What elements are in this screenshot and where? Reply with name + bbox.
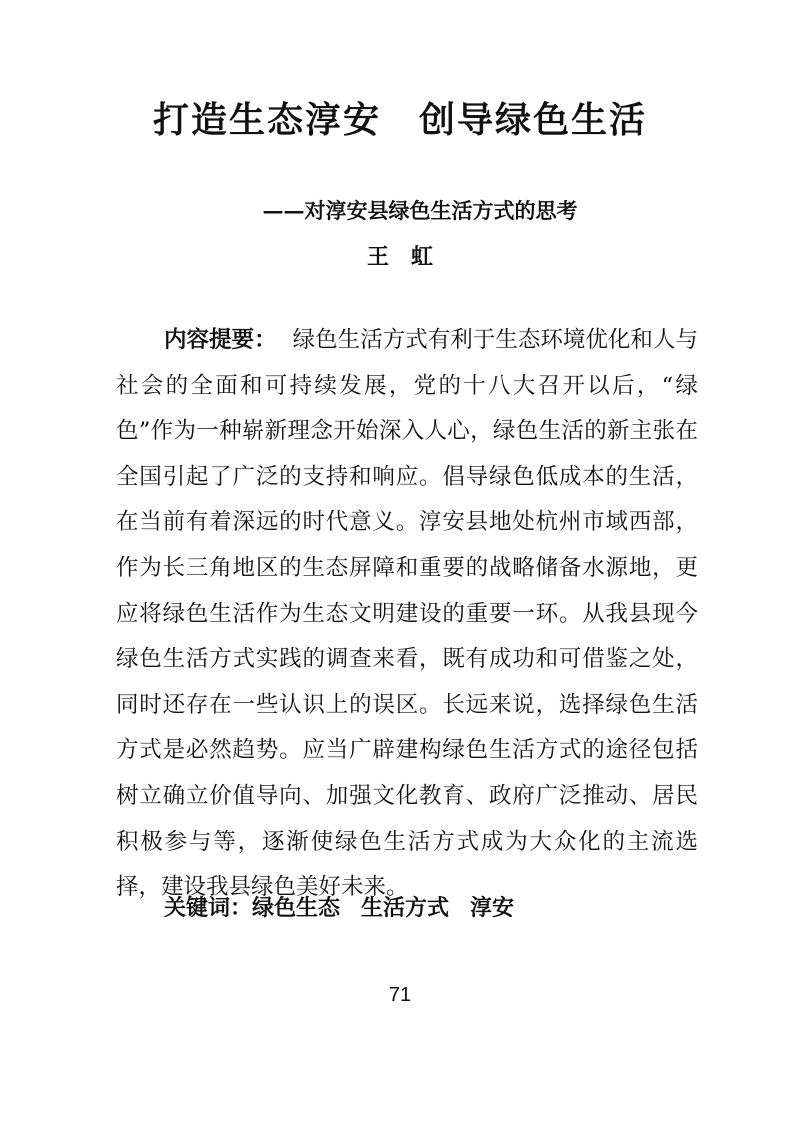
keyword-item: 淳安 — [470, 895, 515, 921]
abstract-paragraph — [116, 318, 698, 911]
abstract-text: 绿色生活方式有利于生态环境优化和人与社会的全面和可持续发展，党的十八大召开以后，“绿色”作为一种崭新理念开始深入人心，绿色生活的新主张在全国引起了广泛的支持和响应。倡导绿色低成本的生活，在当前有着深远的时代意义。淳安县地处杭州市域西部，作为长三角地区的生态屏障和重要的战略储备水源地，更应将绿色生活作为生态文明建设的重要一环。从我县现今绿色生活方式实践的调查来看，既有成功和可借鉴之处，同时还存在一些认识上的误区。长远来说，选择绿色生活方式是必然趋势。应当广辟建构绿色生活方式的途径包括树立确立价值导向、加强文化教育、政府广泛推动、居民积极参与等，逐渐使绿色生活方式成为大众化的主流选择，建设我县绿色美好未来。 — [116, 327, 698, 901]
abstract-label: 内容提要： — [164, 327, 277, 353]
author-name: 王 虹 — [366, 244, 433, 270]
keywords-label: 关键词： — [164, 896, 253, 921]
article-title: 打造生态淳安 创导绿色生活 — [152, 99, 647, 141]
article-subtitle: ——对淳安县绿色生活方式的思考 — [262, 198, 578, 223]
keyword-item: 绿色生态 — [252, 895, 341, 921]
keywords-line — [164, 891, 514, 922]
page-number: 71 — [388, 984, 412, 1006]
keyword-item: 生活方式 — [361, 895, 450, 921]
